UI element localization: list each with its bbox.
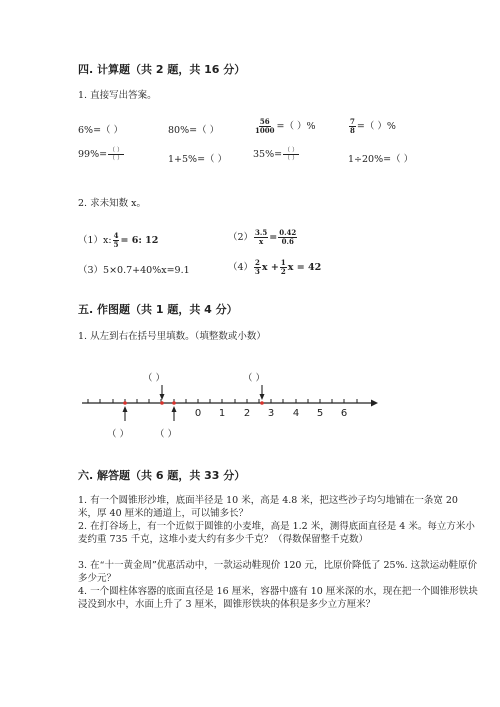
- item-1-plus-5-percent: 1+5%=（ ）: [168, 154, 228, 165]
- answer-blank-top-2: （ ）: [243, 373, 266, 384]
- item-80-percent: 80%=（ ）: [168, 125, 220, 136]
- equation-4: （4） $\frac{2}{3}$ x + $\frac{1}{2}$ x = 42: [228, 258, 322, 276]
- problem-4: 4. 一个圆柱体容器的底面直径是 16 厘米，容器中盛有 10 厘米深的水，现在把一个圆锥形铁块浸没到水中，水面上升了 3 厘米，圆锥形铁块的体积是多少立方厘米？: [78, 586, 478, 610]
- answer-blank-bottom-2: （ ）: [155, 429, 178, 440]
- item-6-percent: 6%=（ ）: [78, 125, 124, 136]
- tick-label-3: 3: [267, 408, 275, 419]
- equation-2: （2） $\frac{3.5}{x}$ = $\frac{0.42}{0.6}$: [228, 228, 297, 246]
- tick-label-4: 4: [292, 408, 300, 419]
- tick-label-6: 6: [340, 408, 348, 419]
- section-4-title: 四. 计算题（共 2 题，共 16 分）: [78, 63, 246, 76]
- tick-labels: [195, 408, 347, 419]
- problem-3: 3. 在“十一黄金周”优惠活动中，一款运动鞋现价 120 元，比原价降低了 25%. 这款运动鞋原价多少元？: [78, 560, 478, 584]
- tick-label-1: 1: [218, 408, 226, 419]
- section-5-title: 五. 作图题（共 1 题，共 4 分）: [78, 303, 238, 316]
- question-4-1: 1. 直接写出答案。: [78, 90, 157, 101]
- answer-blank-bottom-1: （ ）: [107, 429, 130, 440]
- tick-label-5: 5: [316, 408, 324, 419]
- tick-label-0: 0: [194, 408, 202, 419]
- item-99-percent: 99%= $\frac{( )}{( )}$: [78, 147, 123, 162]
- item-1-div-20-percent: 1÷20%=（ ）: [348, 154, 414, 165]
- question-4-2: 2. 求未知数 x。: [78, 198, 146, 209]
- problem-1: 1. 有一个圆锥形沙堆，底面半径是 10 米，高是 4.8 米，把这些沙子均匀地铺在一条宽 20 米，厚 40 厘米的通道上，可以铺多长？: [78, 495, 458, 519]
- item-7-over-8: $\frac{7}{8}$ =（ ）%: [350, 117, 396, 135]
- equation-3: （3）5×0.7+40%x=9.1: [78, 265, 190, 276]
- answer-blank-top-1: （ ）: [143, 373, 166, 384]
- point-2: [160, 401, 164, 405]
- point-1: [123, 401, 127, 405]
- item-35-percent: 35%= $\frac{( )}{( )}$: [253, 147, 298, 162]
- section-6-title: 六. 解答题（共 6 题，共 33 分）: [78, 469, 246, 482]
- problem-2: 2. 在打谷场上，有一个近似于圆锥的小麦堆，高是 1.2 米，测得底面直径是 4 米。每立方米小麦约重 735 千克，这堆小麦大约有多少千克？（得数保留整千克数）: [78, 521, 475, 545]
- equation-1: （1）x: $\frac{4}{5}$ = 6: 12: [78, 231, 159, 249]
- question-5-1: 1. 从左到右在括号里填数。（填整数或小数）: [78, 331, 266, 342]
- tick-label-2: 2: [243, 408, 251, 419]
- point-4: [260, 401, 264, 405]
- point-3: [172, 401, 176, 405]
- item-56-over-1000: $\frac{56}{1000}$ =（ ）%: [255, 117, 316, 135]
- axis-arrowhead: [371, 400, 378, 407]
